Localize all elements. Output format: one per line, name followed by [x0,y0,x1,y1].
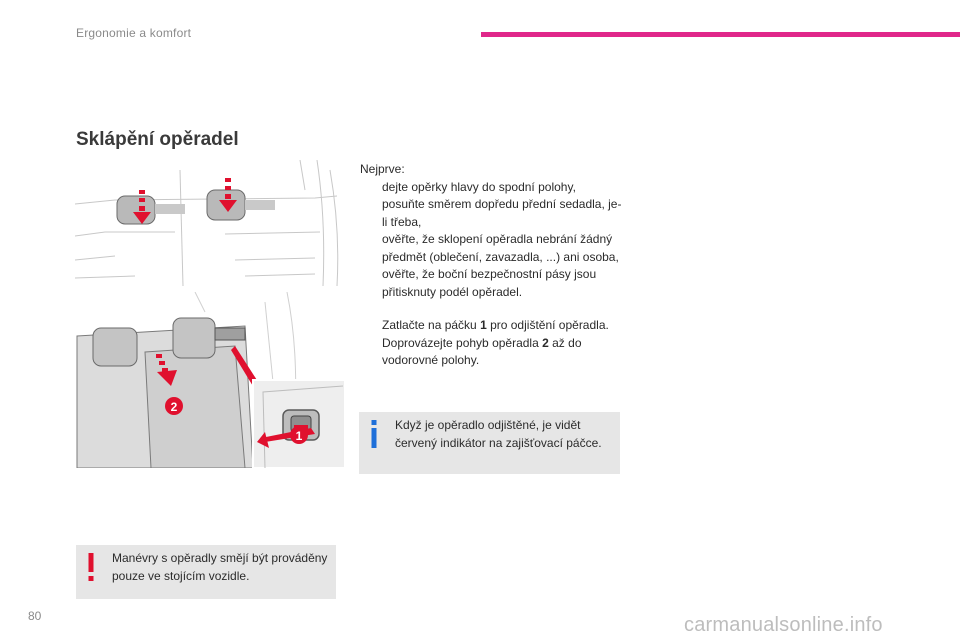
steps-list [360,317,622,370]
callout-2-label: 2 [170,400,178,414]
step-item: Zatlačte na páčku 1 pro odjištění opěradla. [382,318,609,332]
section-label: Ergonomie a komfort [76,26,192,40]
warning-note [76,545,336,599]
list-item: dejte opěrky hlavy do spodní polohy, [382,179,576,194]
steps-section [360,317,622,370]
preparation-list [360,179,622,302]
callout-1-label: 1 [295,429,303,443]
info-note-text: Když je opěradlo odjištěné, je vidět červený indikátor na zajišťovací páčce. [395,418,602,450]
warning-note-text: Manévry s opěradly smějí být prováděny pouze ve stojícím vozidle. [112,551,328,583]
info-note [359,412,620,474]
info-icon [369,420,379,448]
page-number: 80 [28,609,42,623]
list-item: posuňte směrem dopředu přední sedadla, je-li třeba, [382,197,622,229]
lever-reference: 1 [480,318,487,332]
page-title: Sklápění opěradel [76,129,239,150]
watermark: carmanualsonline.info [684,614,883,636]
preparation-section [360,161,622,301]
seatback-reference: 2 [542,335,549,350]
list-item: ověřte, že boční bezpečnostní pásy jsou přitisknuty podél opěradel. [382,267,597,299]
exclamation-icon [86,553,96,581]
step-item: Doprovázejte pohyb opěradla 2 až do vodorovné polohy. [382,335,582,367]
accent-bar [481,32,960,37]
intro-label: Nejprve: [360,162,405,176]
headrest-illustration [75,160,345,286]
seatback-fold-illustration [75,292,345,468]
list-item: ověřte, že sklopení opěradla nebrání žádný předmět (oblečení, zavazadla, ...) ani osoba, [382,232,619,264]
